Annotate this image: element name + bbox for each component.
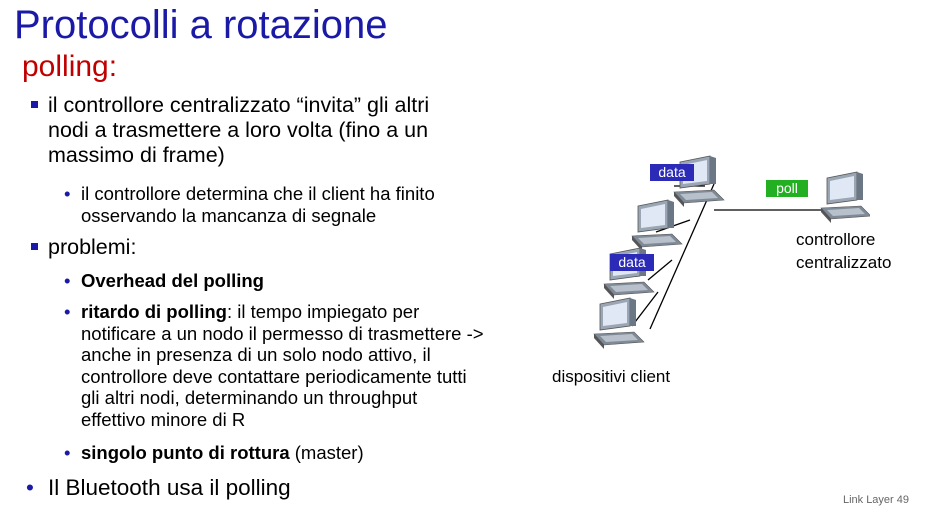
- square-bullet-icon: [31, 243, 38, 250]
- poll-label: poll: [776, 180, 798, 196]
- data-label-1: data: [658, 164, 686, 180]
- square-bullet-icon: [31, 101, 38, 108]
- subbullet-polling-delay: • ritardo di polling: il tempo impiegato per notificare a un nodo il permesso di trasmettere -> anche in presenza di un solo nodo attivo, il controllore deve contattare periodicamente tutti gli altri nodi, determinando un throughput effettivo minore di R: [64, 301, 484, 430]
- bullet-problems: problemi:: [48, 235, 136, 260]
- round-bullet-icon: •: [64, 301, 71, 322]
- subbullet-controller-determines: • il controllore determina che il client ha finito osservando la mancanza di segnale: [64, 183, 435, 226]
- round-bullet-icon: •: [64, 270, 71, 291]
- bullet-controller-invites: il controllore centralizzato “invita” gli altri nodi a trasmettere a loro volta (fino a un massimo di frame): [48, 93, 429, 168]
- round-bullet-icon: •: [64, 442, 71, 463]
- round-bullet-icon: •: [26, 475, 34, 500]
- bullet-bluetooth: • Il Bluetooth usa il polling: [26, 475, 291, 500]
- controller-label-line-1: controllore: [796, 230, 876, 249]
- data-label-2: data: [618, 254, 646, 270]
- round-bullet-icon: •: [64, 183, 71, 204]
- subbullet-overhead: • Overhead del polling: [64, 270, 264, 291]
- slide-footer: Link Layer 49: [842, 494, 909, 506]
- subbullet-single-point-failure: • singolo punto di rottura (master): [64, 442, 364, 463]
- controller-label-line-2: centralizzato: [796, 253, 892, 272]
- clients-label: dispositivi client: [552, 367, 671, 386]
- slide-subtitle: polling:: [22, 50, 118, 83]
- controller-pc-icon: [821, 172, 870, 223]
- slide-title: Protocolli a rotazione: [14, 3, 388, 47]
- client-pc-icon: [594, 298, 644, 349]
